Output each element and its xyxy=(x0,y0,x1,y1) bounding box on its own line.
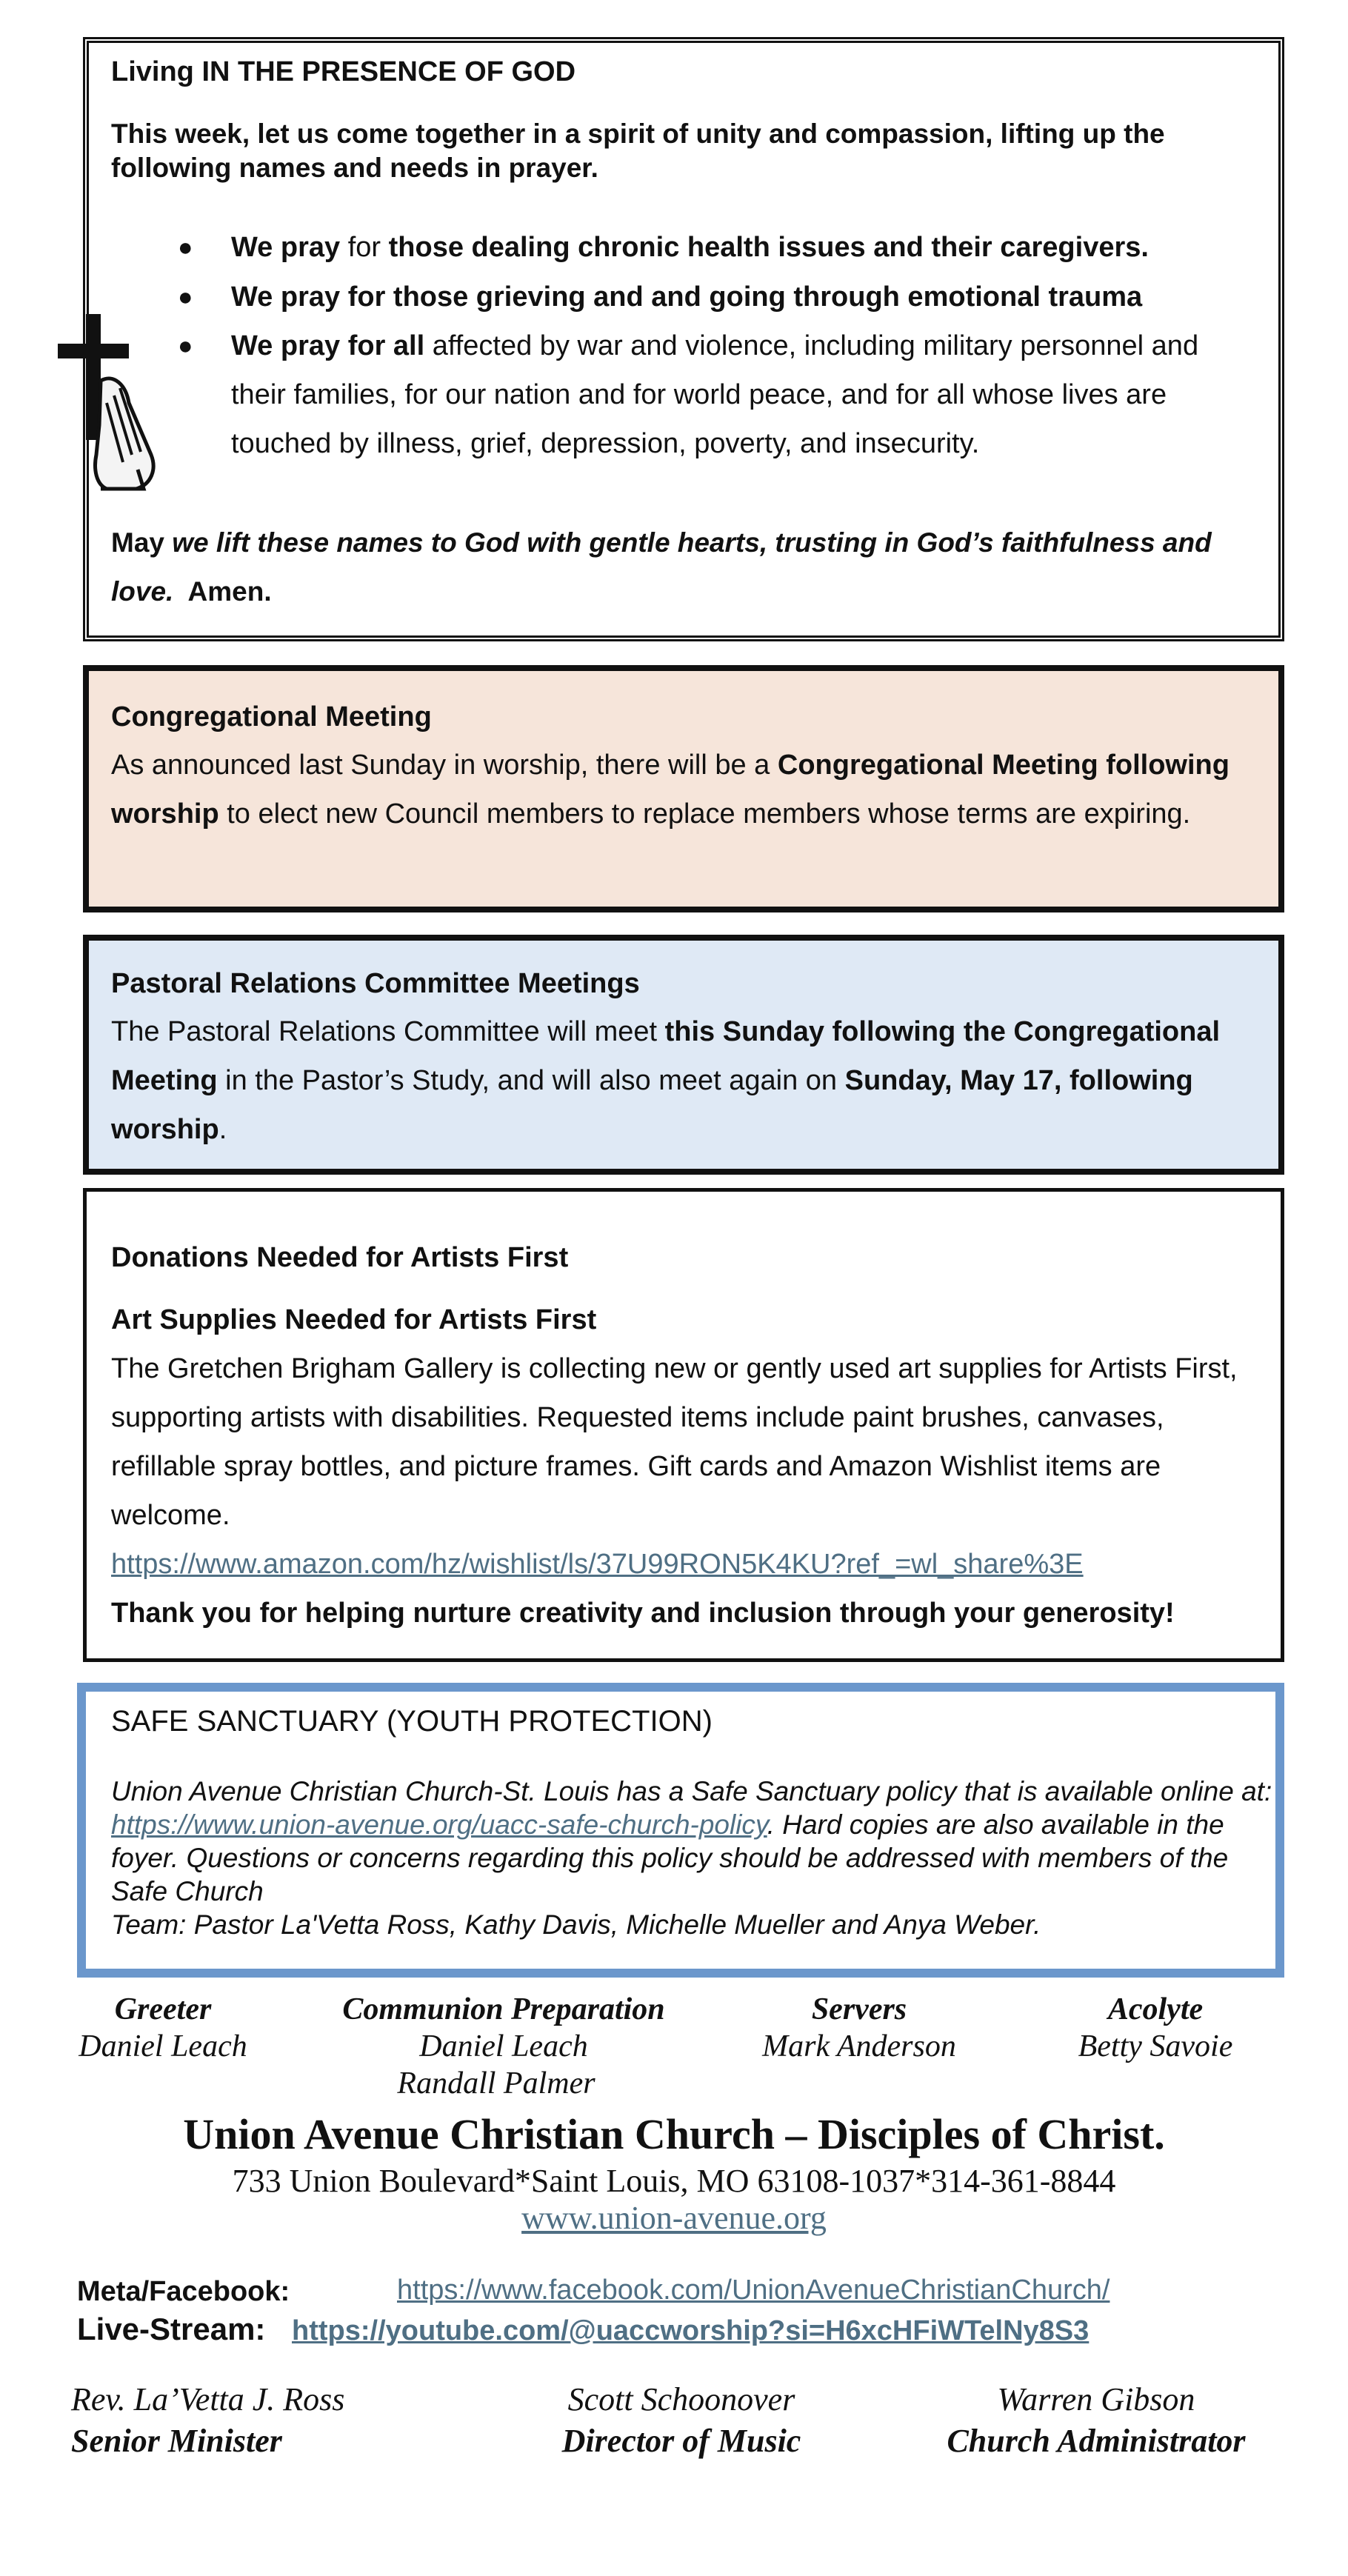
prayer-title: Living IN THE PRESENCE OF GOD xyxy=(111,56,576,87)
congregational-title: Congregational Meeting xyxy=(111,701,432,733)
prayer-item: ● We pray for those grieving and and going through emotional trauma xyxy=(178,273,1259,321)
prayer-intro: This week, let us come together in a spirit of unity and compassion, lifting up the following names and needs in prayer. xyxy=(111,119,1165,183)
prayer-list xyxy=(178,222,1259,468)
prayer-closing: May we lift these names to God with gentle hearts, trusting in God’s faithfulness and love. Amen. xyxy=(111,527,1212,607)
pastoral-text: The Pastoral Relations Committee will meet this Sunday following the Congregational Meeting in the Pastor’s Study, and will also meet again on Sunday, May 17, following worship. xyxy=(111,1016,1221,1145)
greeter-role: Greeter xyxy=(114,1992,212,2026)
prayer-item: ● We pray for those dealing chronic health issues and their caregivers. xyxy=(178,222,1259,273)
communion-column xyxy=(311,1991,696,2102)
communion-name-2: Randall Palmer xyxy=(397,2066,595,2100)
bullet-icon: ● xyxy=(178,233,193,261)
music-name: Scott Schoonover xyxy=(567,2381,795,2417)
servers-column xyxy=(733,1991,985,2065)
staff-minister xyxy=(71,2379,456,2462)
staff-admin xyxy=(918,2379,1274,2462)
church-name: Union Avenue Christian Church – Disciples of Christ. xyxy=(183,2110,1165,2158)
communion-role: Communion Preparation xyxy=(342,1992,665,2026)
staff-music xyxy=(518,2379,844,2462)
communion-name-1: Daniel Leach xyxy=(419,2029,588,2063)
admin-name: Warren Gibson xyxy=(997,2381,1195,2417)
donations-title: Donations Needed for Artists First xyxy=(111,1242,569,1273)
acolyte-role: Acolyte xyxy=(1107,1992,1204,2026)
church-address: 733 Union Boulevard*Saint Louis, MO 63108-1037*314-361-8844 xyxy=(232,2163,1116,2199)
praying-hands-cross-icon xyxy=(55,314,173,492)
donations-thanks: Thank you for helping nurture creativity and inclusion through your generosity! xyxy=(111,1598,1175,1629)
servers-name: Mark Anderson xyxy=(762,2029,956,2063)
music-title: Director of Music xyxy=(561,2423,801,2459)
safe-title: SAFE SANCTUARY (YOUTH PROTECTION) xyxy=(111,1705,713,1738)
pastoral-title: Pastoral Relations Committee Meetings xyxy=(111,968,640,999)
prayer-item: ● We pray for all affected by war and violence, including military personnel and their families, for our nation and for world peace, and for all whose lives are touched by illness, grief, depression, poverty, and insecurity. xyxy=(178,321,1259,468)
church-website-link[interactable]: www.union-avenue.org xyxy=(521,2200,827,2236)
minister-name: Rev. La’Vetta J. Ross xyxy=(71,2381,345,2417)
acolyte-column xyxy=(1037,1991,1274,2065)
minister-title: Senior Minister xyxy=(71,2423,282,2459)
facebook-link[interactable]: https://www.facebook.com/UnionAvenueChristianChurch/ xyxy=(397,2275,1110,2306)
amazon-wishlist-link[interactable]: https://www.amazon.com/hz/wishlist/ls/37U99RON5K4KU?ref_=wl_share%3E xyxy=(111,1549,1084,1580)
donations-text: The Gretchen Brigham Gallery is collecting new or gently used art supplies for Artists First, supporting artists with disabilities. Requested items include paint brushes, canvases, refillable spray bottles, and picture frames. Gift cards and Amazon Wishlist items are welcome. xyxy=(111,1353,1238,1531)
livestream-link[interactable]: https://youtube.com/@uaccworship?si=H6xcHFiWTelNy8S3 xyxy=(292,2315,1090,2346)
servers-role: Servers xyxy=(811,1992,907,2026)
safe-team: Team: Pastor La'Vetta Ross, Kathy Davis, Michelle Mueller and Anya Weber. xyxy=(111,1909,1041,1940)
livestream-label: Live-Stream: xyxy=(77,2312,266,2346)
bullet-icon: ● xyxy=(178,332,193,360)
greeter-name: Daniel Leach xyxy=(79,2029,247,2063)
admin-title: Church Administrator xyxy=(947,2423,1246,2459)
safe-text: Union Avenue Christian Church-St. Louis has a Safe Sanctuary policy that is available online at: https://www.union-avenue.org/uacc-safe-church-policy. Hard copies are also available in the foyer. Questions or concerns regarding this policy should be addressed with members of the Safe Church Team: Pastor La'Vetta Ross, Kathy Davis, Michelle Mueller and Anya Weber. xyxy=(111,1776,1272,1940)
acolyte-name: Betty Savoie xyxy=(1078,2029,1233,2063)
congregational-text: As announced last Sunday in worship, there will be a Congregational Meeting following worship to elect new Council members to replace members whose terms are expiring. xyxy=(111,750,1229,830)
donations-subtitle: Art Supplies Needed for Artists First xyxy=(111,1304,597,1335)
bullet-icon: ● xyxy=(178,283,193,311)
church-website-row xyxy=(0,2198,1348,2238)
safe-policy-link[interactable]: https://www.union-avenue.org/uacc-safe-church-policy xyxy=(111,1809,767,1840)
facebook-label: Meta/Facebook: xyxy=(77,2276,290,2307)
greeter-column xyxy=(44,1991,281,2065)
